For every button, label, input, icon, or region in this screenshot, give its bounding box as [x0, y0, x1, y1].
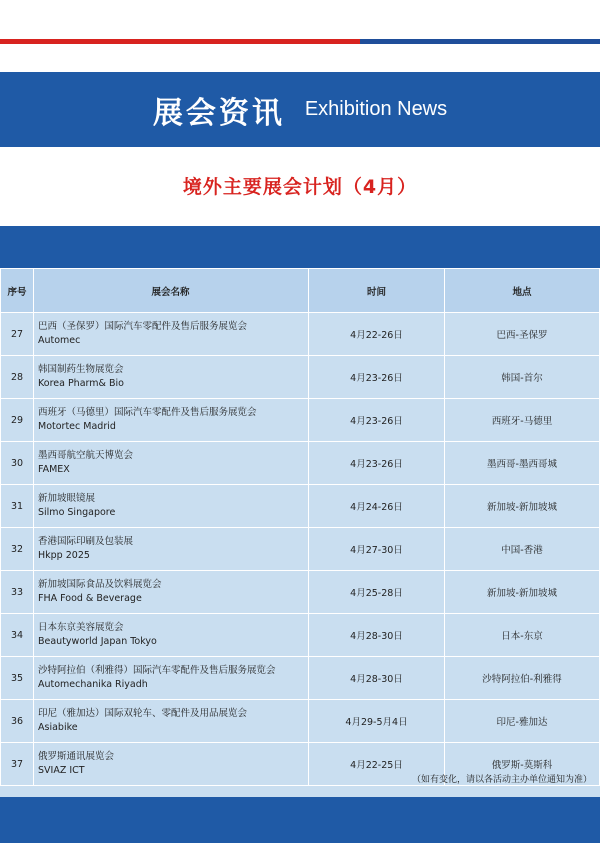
exhibition-place: 新加坡-新加坡城 [445, 485, 600, 528]
exhibition-name-cell [34, 700, 309, 743]
exhibition-name-en: Asiabike [38, 722, 78, 733]
exhibition-time: 4月22-25日 [309, 743, 445, 786]
table-row [1, 442, 600, 485]
row-number: 37 [1, 743, 34, 786]
exhibition-name-cell [34, 657, 309, 700]
table-row [1, 657, 600, 700]
exhibition-time: 4月24-26日 [309, 485, 445, 528]
table-header-row [1, 269, 600, 313]
column-header-place: 地点 [445, 269, 600, 313]
exhibition-time: 4月23-26日 [309, 356, 445, 399]
exhibition-name-cell [34, 614, 309, 657]
bottom-margin [0, 843, 600, 849]
row-number: 29 [1, 399, 34, 442]
table-row [1, 528, 600, 571]
page-bottom-band [0, 797, 600, 843]
exhibition-time: 4月29-5月4日 [309, 700, 445, 743]
exhibition-place: 印尼-雅加达 [445, 700, 600, 743]
table-row [1, 571, 600, 614]
exhibition-place: 巴西-圣保罗 [445, 313, 600, 356]
page-subtitle: 境外主要展会计划（4月） [182, 176, 418, 198]
top-margin [0, 0, 600, 72]
exhibition-name-cell [34, 313, 309, 356]
table-row [1, 614, 600, 657]
top-blue-rule [360, 39, 600, 44]
exhibition-place: 墨西哥-墨西哥城 [445, 442, 600, 485]
exhibition-name-en: Korea Pharm& Bio [38, 378, 124, 389]
exhibition-time: 4月28-30日 [309, 657, 445, 700]
exhibition-time: 4月23-26日 [309, 442, 445, 485]
exhibition-table [0, 268, 600, 797]
exhibition-name-en: Silmo Singapore [38, 507, 116, 518]
exhibition-name-zh: 巴西（圣保罗）国际汽车零配件及售后服务展览会 [38, 321, 248, 332]
exhibition-name-zh: 墨西哥航空航天博览会 [38, 450, 134, 461]
table-row [1, 399, 600, 442]
exhibition-name-zh: 西班牙（马德里）国际汽车零配件及售后服务展览会 [38, 407, 257, 418]
table-row [1, 313, 600, 356]
exhibition-time: 4月28-30日 [309, 614, 445, 657]
exhibition-name-zh: 新加坡国际食品及饮料展览会 [38, 579, 162, 590]
exhibition-name-zh: 新加坡眼镜展 [38, 493, 96, 504]
exhibition-name-cell [34, 442, 309, 485]
exhibition-name-en: Automec [38, 335, 81, 346]
exhibition-place: 俄罗斯-莫斯科 [445, 743, 600, 786]
exhibition-name-zh: 沙特阿拉伯（利雅得）国际汽车零配件及售后服务展览会 [38, 665, 276, 676]
exhibition-place: 新加坡-新加坡城 [445, 571, 600, 614]
exhibition-time: 4月22-26日 [309, 313, 445, 356]
column-header-time: 时间 [309, 269, 445, 313]
exhibition-place: 西班牙-马德里 [445, 399, 600, 442]
exhibition-place: 韩国-首尔 [445, 356, 600, 399]
table-row [1, 700, 600, 743]
table-row [1, 356, 600, 399]
exhibition-name-en: Motortec Madrid [38, 421, 116, 432]
exhibition-name-zh: 香港国际印刷及包装展 [38, 536, 134, 547]
row-number: 34 [1, 614, 34, 657]
row-number: 32 [1, 528, 34, 571]
exhibition-name-cell [34, 528, 309, 571]
row-number: 28 [1, 356, 34, 399]
section-banner [0, 72, 600, 147]
exhibition-place: 日本-东京 [445, 614, 600, 657]
exhibition-name-cell [34, 485, 309, 528]
exhibition-name-zh: 俄罗斯通讯展览会 [38, 751, 115, 762]
exhibition-time: 4月25-28日 [309, 571, 445, 614]
row-number: 36 [1, 700, 34, 743]
exhibition-name-cell [34, 571, 309, 614]
exhibition-place: 中国-香港 [445, 528, 600, 571]
row-number: 27 [1, 313, 34, 356]
column-header-no: 序号 [1, 269, 34, 313]
exhibition-name-en: Beautyworld Japan Tokyo [38, 636, 157, 647]
exhibition-place: 沙特阿拉伯-利雅得 [445, 657, 600, 700]
exhibition-name-cell [34, 356, 309, 399]
exhibition-name-en: SVIAZ ICT [38, 765, 85, 776]
column-header-name: 展会名称 [34, 269, 309, 313]
disclaimer-note: （如有变化，请以各活动主办单位通知为准） [411, 775, 592, 785]
top-red-rule [0, 39, 360, 44]
exhibition-name-en: Automechanika Riyadh [38, 679, 148, 690]
banner-title-zh: 展会资讯 [152, 95, 285, 131]
exhibition-name-zh: 印尼（雅加达）国际双轮车、零配件及用品展览会 [38, 708, 248, 719]
exhibition-name-cell [34, 743, 309, 786]
exhibition-name-en: FAMEX [38, 464, 70, 475]
row-number: 31 [1, 485, 34, 528]
banner-title-en: Exhibition News [304, 98, 448, 120]
exhibition-name-zh: 日本东京美容展览会 [38, 622, 124, 633]
row-number: 33 [1, 571, 34, 614]
exhibition-name-zh: 韩国制药生物展览会 [38, 364, 124, 375]
exhibition-name-cell [34, 399, 309, 442]
table-row [1, 485, 600, 528]
exhibition-name-en: Hkpp 2025 [38, 550, 90, 561]
exhibition-name-en: FHA Food & Beverage [38, 593, 142, 604]
table-top-band [0, 226, 600, 268]
exhibition-time: 4月23-26日 [309, 399, 445, 442]
row-number: 30 [1, 442, 34, 485]
exhibition-time: 4月27-30日 [309, 528, 445, 571]
row-number: 35 [1, 657, 34, 700]
